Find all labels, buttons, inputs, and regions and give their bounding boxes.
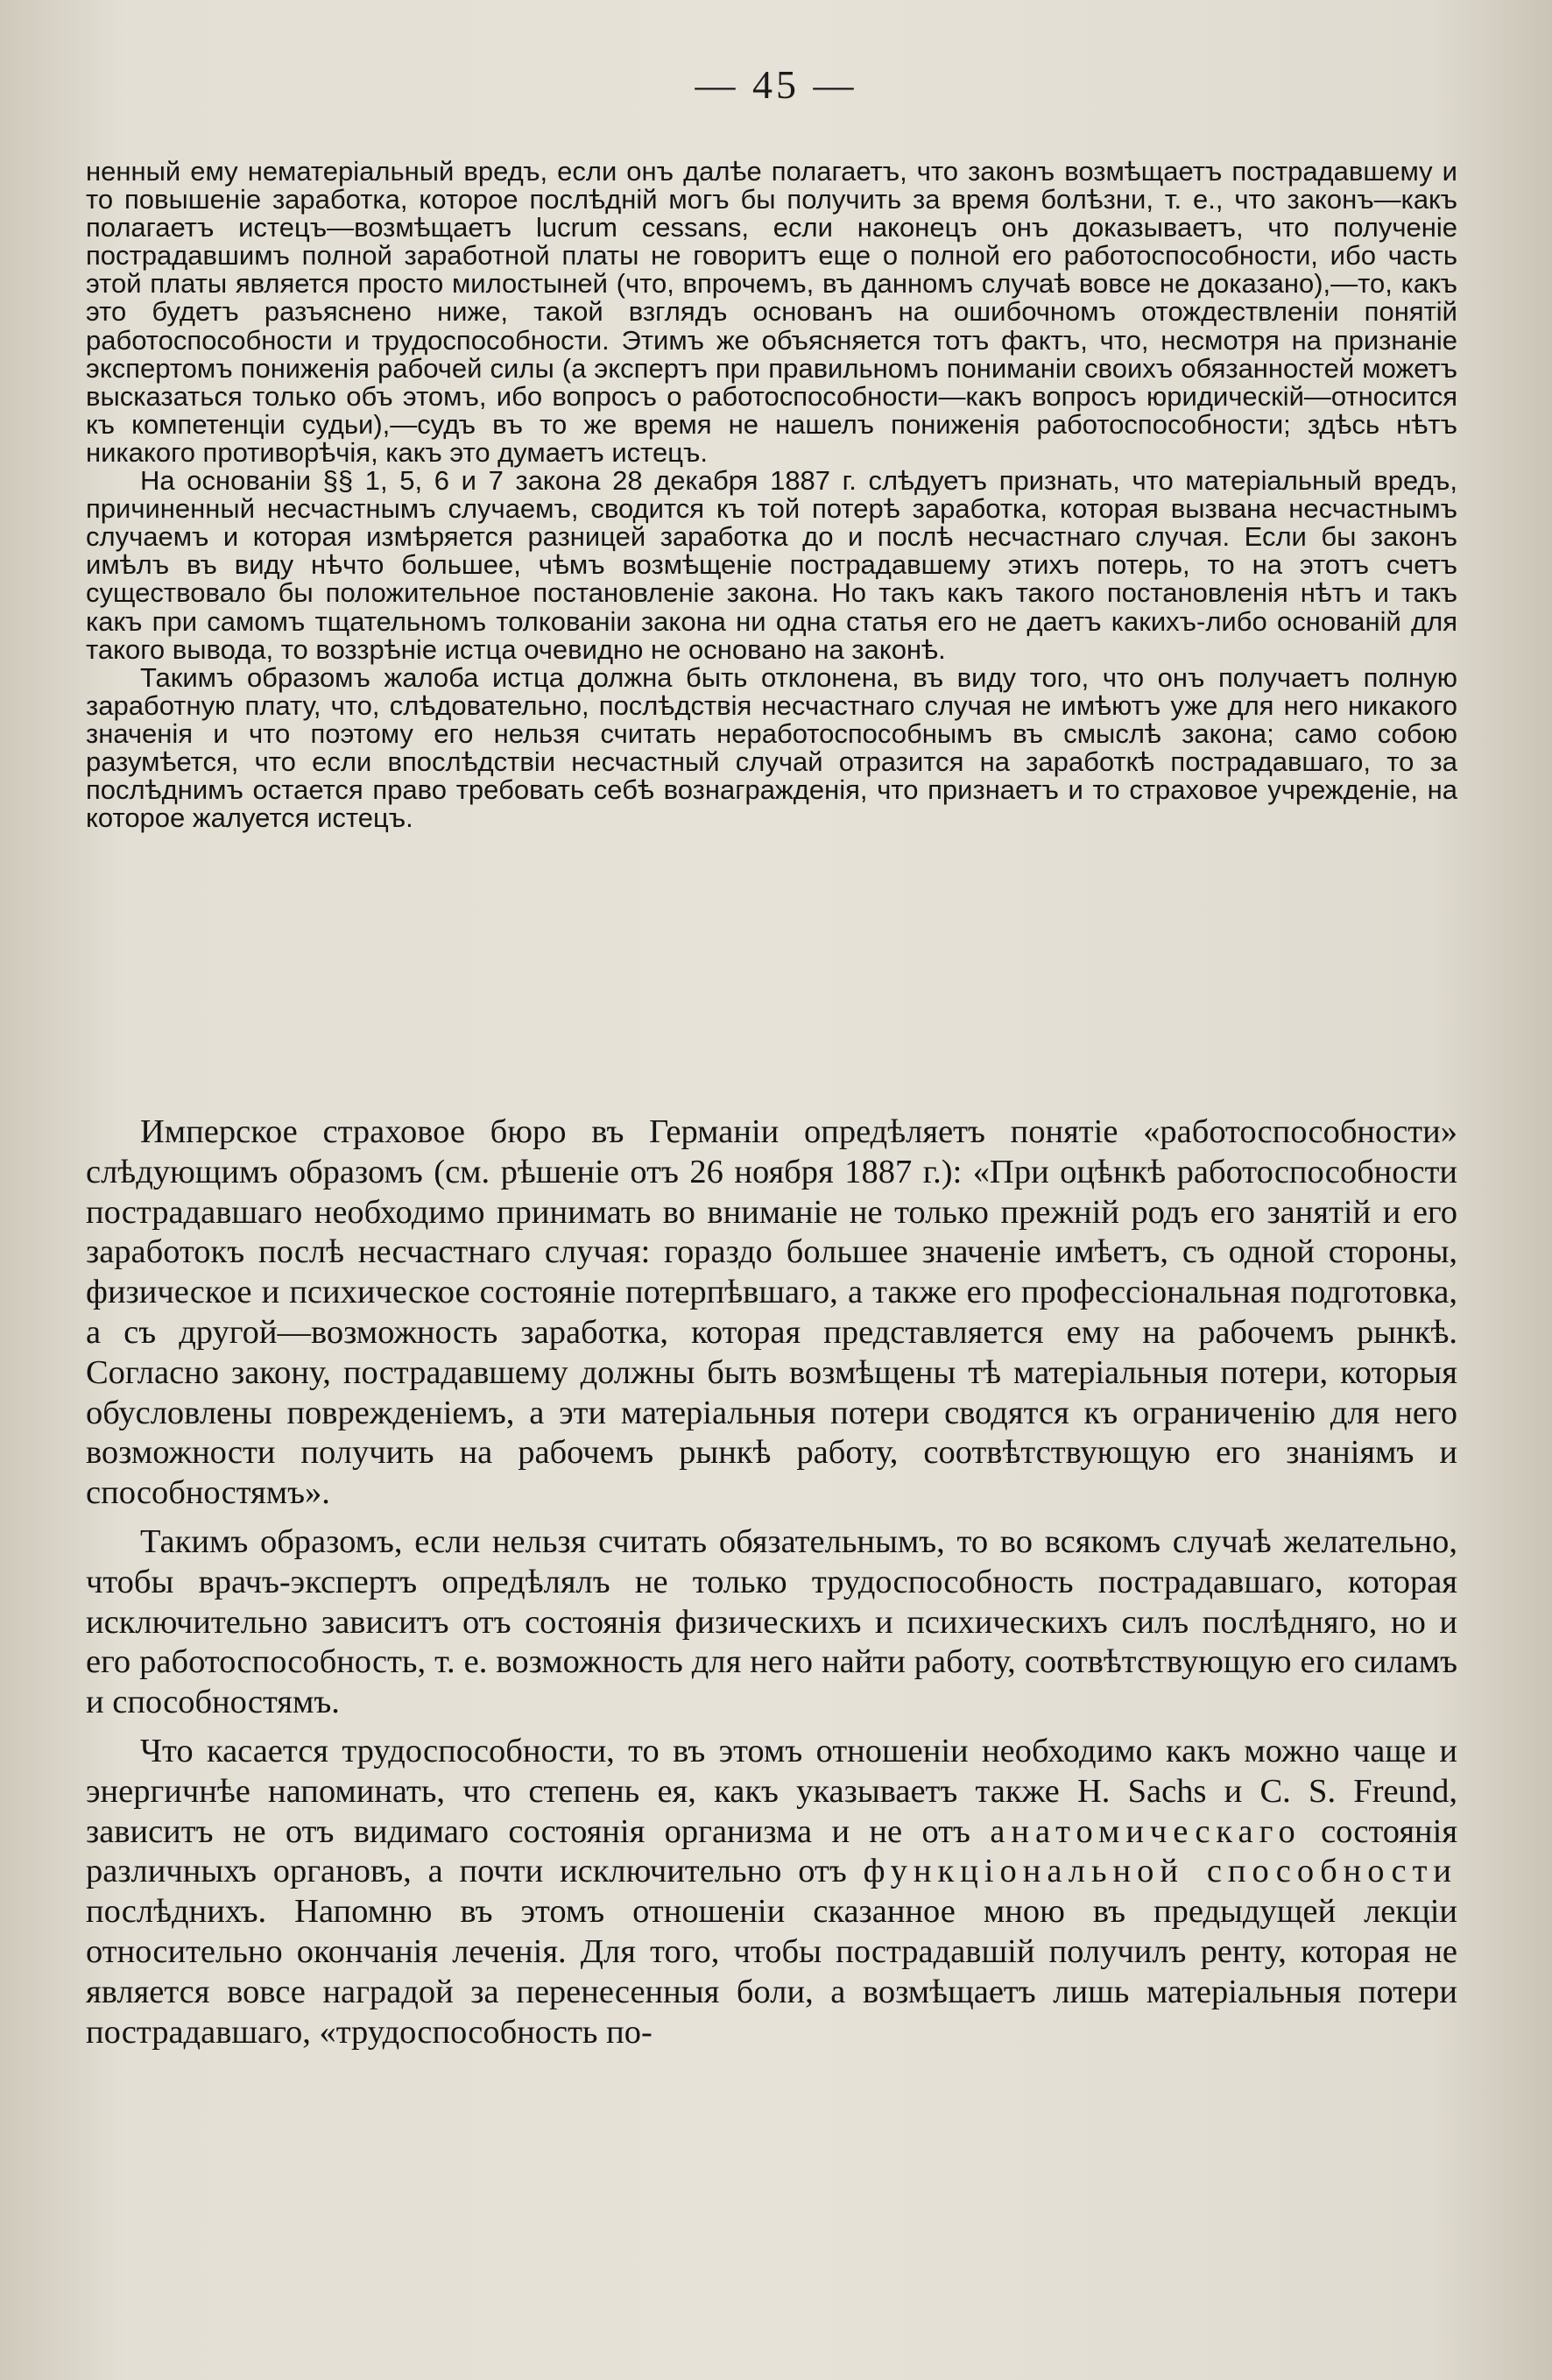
paragraph-expert-duty: Такимъ образомъ, если нельзя считать обязательнымъ, то во всякомъ случаѣ желательно, чтобы врачъ-экспертъ опредѣлялъ не только трудоспособность пострадавшаго, которая исключительно зависитъ отъ состоянія физическихъ и психическихъ силъ послѣдняго, но и его работоспособность, т. е. возможность для него найти работу, соотвѣтствующую его силамъ и способностямъ. xyxy=(86,1522,1457,1721)
main-text-section xyxy=(86,1112,1457,2052)
text-run: послѣднихъ. Напомню въ этомъ отношеніи сказанное мною въ предыдущей лекціи относительно окончанія леченія. Для того, чтобы пострадавшій получилъ ренту, которая не является вовсе наградой за перенесенныя боли, а возмѣщаетъ лишь матеріальныя потери пострадавшаго, «трудоспособность по- xyxy=(86,1893,1457,2051)
paragraph-continued: ненный ему нематеріальный вредъ, если онъ далѣе полагаетъ, что законъ возмѣщаетъ пострадавшему и то повышеніе заработка, которое послѣдній могъ бы получить за время болѣзни, т. е., что законъ—какъ полагаетъ истецъ—возмѣщаетъ lucrum cessans, если наконецъ онъ доказываетъ, что полученіе пострадавшимъ полной заработной платы не говоритъ еще о полной его работоспособности, ибо часть этой платы является просто милостыней (что, впрочемъ, въ данномъ случаѣ вовсе не доказано),—то, какъ это будетъ разъяснено ниже, такой взглядъ основанъ на ошибочномъ отождествленіи понятій работоспособности и трудоспособности. Этимъ же объясняется тотъ фактъ, что, несмотря на признаніе экспертомъ пониженія рабочей силы (а экспертъ при правильномъ пониманіи своихъ обязанностей можетъ высказаться только объ этомъ, ибо вопросъ о работоспособности—какъ вопросъ юридическій—относится къ компетенціи судьи),—судъ въ то же время не нашелъ пониженія работоспособности; здѣсь нѣтъ никакого противорѣчія, какъ это думаетъ истецъ. xyxy=(86,156,1457,468)
spaced-emphasis: функціональной способности xyxy=(863,1853,1458,1890)
text-run: состоянія различныхъ органовъ, а почти исключительно отъ xyxy=(86,1812,1458,1890)
spaced-emphasis: анатомическаго xyxy=(990,1812,1302,1850)
paragraph-conclusion: Такимъ образомъ жалоба истца должна быть отклонена, въ виду того, что онъ получаетъ полную заработную плату, что, слѣдовательно, послѣдствія несчастнаго случая не имѣютъ уже для него никакого значенія и что поэтому его нельзя считать неработоспособнымъ въ смыслѣ закона; само собою разумѣется, что если впослѣдствіи несчастный случай отразится на заработкѣ пострадавшаго, то за послѣднимъ остается право требовать себѣ вознагражденія, что признаетъ и то страховое учрежденіе, на которое жалуется истецъ. xyxy=(86,661,1457,834)
text-run: Что касается трудоспособности, то въ этомъ отношеніи необходимо какъ можно чаще и энергичнѣе напоминать, что степень ея, какъ указываетъ также H. Sachs и C. S. Freund, зависитъ не отъ видимаго состоянія организма и не отъ xyxy=(86,1732,1457,1850)
paragraph-work-capacity xyxy=(86,1732,1457,2052)
paragraph-law-reference: На основаніи §§ 1, 5, 6 и 7 закона 28 декабря 1887 г. слѣдуетъ признать, что матеріальный вредъ, причиненный несчастнымъ случаемъ, сводится къ той потерѣ заработка, которая вызвана несчастнымъ случаемъ и которая измѣряется разницей заработка до и послѣ несчастнаго случая. Если бы законъ имѣлъ въ виду нѣчто большее, чѣмъ возмѣщеніе пострадавшему этихъ потерь, то на этотъ счетъ существовало бы положительное постановленіе закона. Но такъ какъ такого постановленія нѣтъ и такъ какъ при самомъ тщательномъ толкованіи закона ни одна статья его не даетъ какихъ-либо основаній для такого вывода, то воззрѣніе истца очевидно не основано на законѣ. xyxy=(86,465,1457,665)
paragraph-insurance-bureau: Имперское страховое бюро въ Германіи опредѣляетъ понятіе «работоспособности» слѣдующимъ образомъ (см. рѣшеніе отъ 26 ноября 1887 г.): «При оцѣнкѣ работоспособности пострадавшаго необходимо принимать во вниманіе не только прежній родъ его занятій и его заработокъ послѣ несчастнаго случая: гораздо большее значеніе имѣетъ, съ одной стороны, физическое и психическое состояніе потерпѣвшаго, а также его профессіональная подготовка, а съ другой—возможность заработка, которая представляется ему на рабочемъ рынкѣ. Согласно закону, пострадавшему должны быть возмѣщены тѣ матеріальныя потери, которыя обусловлены поврежденіемъ, а эти матеріальныя потери сводятся къ ограниченію для него возможности получить на рабочемъ рынкѣ работу, соотвѣтствующую его знаніямъ и способностямъ». xyxy=(86,1113,1457,1512)
page-number: — 45 — xyxy=(695,62,857,107)
small-print-section xyxy=(86,158,1457,832)
